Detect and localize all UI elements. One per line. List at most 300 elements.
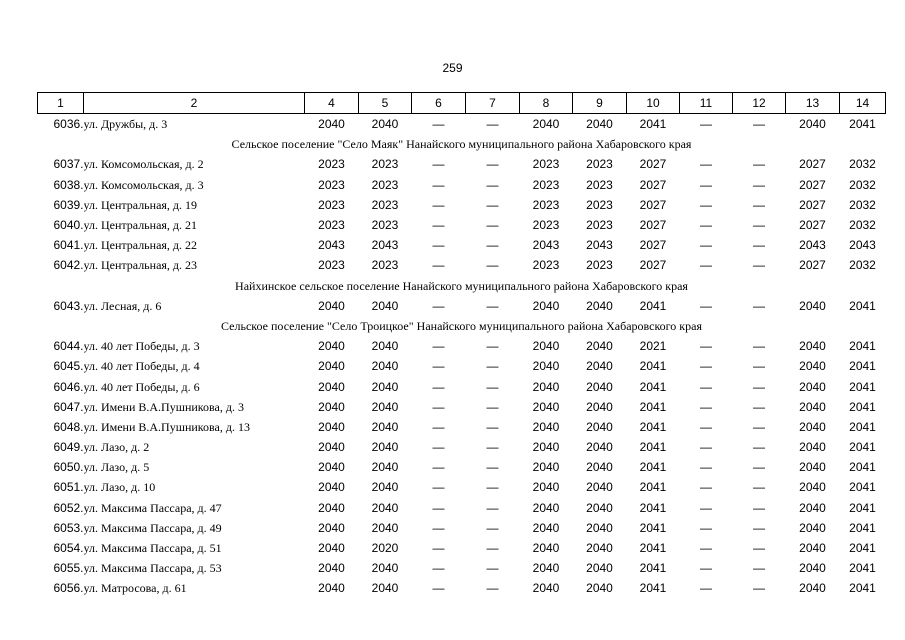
value-cell: 2040 bbox=[371, 500, 399, 515]
header-row bbox=[38, 93, 886, 114]
value-cell: — bbox=[486, 541, 499, 556]
value-cell: — bbox=[753, 238, 765, 253]
value-cell: — bbox=[432, 541, 445, 556]
value-cell: 2040 bbox=[586, 541, 613, 556]
value-cell: — bbox=[700, 399, 712, 414]
value-cell: — bbox=[432, 480, 445, 495]
value-cell: — bbox=[753, 480, 765, 495]
value-cell: 2041 bbox=[639, 541, 667, 556]
value-cell: 2040 bbox=[371, 339, 399, 354]
value-cell: 2027 bbox=[799, 218, 826, 233]
address-cell: ул. Имени В.А.Пушникова, д. 13 bbox=[83, 419, 250, 434]
value-cell: 2043 bbox=[586, 238, 613, 253]
row-number: 6053. bbox=[53, 520, 84, 535]
value-cell: 2041 bbox=[849, 541, 876, 556]
value-cell: 2040 bbox=[318, 480, 345, 495]
row-number: 6042. bbox=[53, 258, 84, 273]
table-row bbox=[38, 154, 886, 174]
value-cell: 2040 bbox=[371, 480, 399, 495]
value-cell: 2040 bbox=[371, 520, 399, 535]
row-number: 6045. bbox=[53, 359, 84, 374]
value-cell: 2040 bbox=[318, 500, 345, 515]
value-cell: — bbox=[432, 399, 445, 414]
value-cell: 2023 bbox=[318, 177, 345, 192]
value-cell: — bbox=[486, 460, 499, 475]
value-cell: 2040 bbox=[532, 500, 560, 515]
value-cell: — bbox=[700, 419, 712, 434]
value-cell: — bbox=[486, 419, 499, 434]
address-cell: ул. Максима Пассара, д. 53 bbox=[83, 561, 222, 576]
column-header: 4 bbox=[305, 93, 359, 114]
value-cell: 2040 bbox=[532, 339, 560, 354]
value-cell: 2040 bbox=[799, 440, 826, 455]
value-cell: 2023 bbox=[586, 258, 613, 273]
value-cell: 2040 bbox=[371, 561, 399, 576]
column-header: 11 bbox=[680, 93, 733, 114]
row-number: 6040. bbox=[53, 218, 84, 233]
value-cell: 2040 bbox=[586, 520, 613, 535]
value-cell: 2041 bbox=[639, 419, 667, 434]
column-header: 7 bbox=[466, 93, 520, 114]
housing-table bbox=[37, 92, 886, 599]
value-cell: 2043 bbox=[799, 238, 826, 253]
value-cell: — bbox=[486, 500, 499, 515]
value-cell: 2032 bbox=[849, 258, 876, 273]
value-cell: 2040 bbox=[799, 520, 826, 535]
section-row bbox=[38, 134, 886, 154]
address-cell: ул. Комсомольская, д. 2 bbox=[83, 157, 204, 172]
section-row bbox=[38, 276, 886, 296]
value-cell: 2041 bbox=[639, 480, 667, 495]
address-cell: ул. Максима Пассара, д. 49 bbox=[83, 520, 222, 535]
value-cell: — bbox=[700, 541, 712, 556]
value-cell: — bbox=[432, 581, 445, 596]
value-cell: 2027 bbox=[639, 258, 667, 273]
value-cell: — bbox=[700, 197, 712, 212]
address-cell: ул. Центральная, д. 23 bbox=[83, 258, 198, 273]
value-cell: 2040 bbox=[371, 460, 399, 475]
value-cell: — bbox=[753, 500, 765, 515]
table-row bbox=[38, 457, 886, 477]
value-cell: — bbox=[753, 177, 765, 192]
value-cell: — bbox=[700, 258, 712, 273]
value-cell: 2040 bbox=[586, 359, 613, 374]
value-cell: 2040 bbox=[318, 379, 345, 394]
value-cell: 2023 bbox=[586, 177, 613, 192]
value-cell: 2023 bbox=[318, 197, 345, 212]
value-cell: 2040 bbox=[799, 359, 826, 374]
value-cell: — bbox=[432, 561, 445, 576]
value-cell: — bbox=[432, 460, 445, 475]
address-cell: ул. 40 лет Победы, д. 6 bbox=[83, 379, 200, 394]
value-cell: 2041 bbox=[639, 298, 667, 313]
value-cell: — bbox=[486, 379, 499, 394]
value-cell: 2040 bbox=[586, 440, 613, 455]
value-cell: — bbox=[700, 460, 712, 475]
value-cell: 2027 bbox=[639, 238, 667, 253]
value-cell: 2023 bbox=[532, 157, 560, 172]
value-cell: 2040 bbox=[799, 581, 826, 596]
table-row bbox=[38, 498, 886, 518]
table-row bbox=[38, 114, 886, 135]
value-cell: 2023 bbox=[586, 157, 613, 172]
table-row bbox=[38, 175, 886, 195]
column-header: 13 bbox=[786, 93, 840, 114]
value-cell: 2041 bbox=[639, 399, 667, 414]
value-cell: — bbox=[486, 561, 499, 576]
table-row bbox=[38, 296, 886, 316]
address-cell: ул. Лазо, д. 2 bbox=[83, 440, 150, 455]
value-cell: — bbox=[486, 197, 499, 212]
value-cell: 2041 bbox=[849, 520, 876, 535]
table-row bbox=[38, 397, 886, 417]
value-cell: 2040 bbox=[318, 339, 345, 354]
value-cell: — bbox=[486, 399, 499, 414]
row-number: 6050. bbox=[53, 460, 84, 475]
value-cell: 2041 bbox=[639, 440, 667, 455]
value-cell: — bbox=[753, 117, 765, 132]
value-cell: — bbox=[700, 177, 712, 192]
row-number: 6044. bbox=[53, 339, 84, 354]
value-cell: — bbox=[486, 298, 499, 313]
value-cell: 2041 bbox=[849, 399, 876, 414]
table-row bbox=[38, 195, 886, 215]
value-cell: — bbox=[486, 480, 499, 495]
value-cell: — bbox=[432, 500, 445, 515]
row-number: 6051. bbox=[53, 480, 84, 495]
value-cell: 2023 bbox=[586, 218, 613, 233]
value-cell: 2040 bbox=[586, 500, 613, 515]
column-header: 14 bbox=[840, 93, 886, 114]
value-cell: 2041 bbox=[849, 460, 876, 475]
column-header: 9 bbox=[573, 93, 627, 114]
value-cell: 2032 bbox=[849, 177, 876, 192]
column-header: 5 bbox=[359, 93, 412, 114]
value-cell: 2041 bbox=[639, 520, 667, 535]
value-cell: 2041 bbox=[639, 460, 667, 475]
value-cell: — bbox=[753, 419, 765, 434]
value-cell: 2041 bbox=[849, 419, 876, 434]
page-number: 259 bbox=[442, 61, 463, 75]
value-cell: 2040 bbox=[586, 379, 613, 394]
value-cell: — bbox=[753, 399, 765, 414]
value-cell: 2040 bbox=[586, 480, 613, 495]
value-cell: — bbox=[700, 117, 712, 132]
value-cell: 2043 bbox=[849, 238, 876, 253]
address-cell: ул. Максима Пассара, д. 51 bbox=[83, 541, 222, 556]
value-cell: 2041 bbox=[639, 500, 667, 515]
value-cell: 2040 bbox=[586, 339, 613, 354]
value-cell: 2041 bbox=[639, 379, 667, 394]
value-cell: 2040 bbox=[318, 359, 345, 374]
section-title: Сельское поселение "Село Троицкое" Нанайского муниципального района Хабаровского края bbox=[221, 318, 702, 333]
value-cell: 2027 bbox=[639, 157, 667, 172]
table-row bbox=[38, 376, 886, 396]
value-cell: 2040 bbox=[532, 541, 560, 556]
value-cell: 2041 bbox=[639, 581, 667, 596]
table-row bbox=[38, 477, 886, 497]
row-number: 6043. bbox=[53, 298, 84, 313]
value-cell: 2040 bbox=[371, 581, 399, 596]
value-cell: — bbox=[700, 298, 712, 313]
value-cell: — bbox=[700, 379, 712, 394]
column-header: 1 bbox=[38, 93, 84, 114]
table-row bbox=[38, 538, 886, 558]
value-cell: — bbox=[432, 339, 445, 354]
value-cell: 2040 bbox=[532, 460, 560, 475]
column-header: 6 bbox=[412, 93, 466, 114]
table-row bbox=[38, 255, 886, 275]
value-cell: — bbox=[700, 500, 712, 515]
row-number: 6048. bbox=[53, 419, 84, 434]
value-cell: 2040 bbox=[318, 117, 345, 132]
value-cell: 2040 bbox=[318, 399, 345, 414]
value-cell: — bbox=[486, 339, 499, 354]
value-cell: 2040 bbox=[799, 561, 826, 576]
value-cell: 2041 bbox=[639, 359, 667, 374]
value-cell: 2041 bbox=[639, 561, 667, 576]
table-row bbox=[38, 417, 886, 437]
value-cell: 2027 bbox=[639, 218, 667, 233]
value-cell: 2023 bbox=[318, 218, 345, 233]
value-cell: — bbox=[432, 177, 445, 192]
value-cell: — bbox=[432, 359, 445, 374]
value-cell: 2040 bbox=[318, 460, 345, 475]
row-number: 6055. bbox=[53, 561, 84, 576]
row-number: 6036. bbox=[53, 117, 84, 132]
value-cell: 2040 bbox=[586, 561, 613, 576]
value-cell: 2041 bbox=[639, 117, 667, 132]
value-cell: 2040 bbox=[799, 117, 826, 132]
value-cell: — bbox=[432, 379, 445, 394]
value-cell: — bbox=[753, 379, 765, 394]
value-cell: 2021 bbox=[639, 339, 667, 354]
address-cell: ул. 40 лет Победы, д. 4 bbox=[83, 359, 200, 374]
value-cell: — bbox=[486, 218, 499, 233]
value-cell: — bbox=[700, 359, 712, 374]
value-cell: 2040 bbox=[318, 520, 345, 535]
value-cell: 2040 bbox=[799, 480, 826, 495]
value-cell: — bbox=[432, 258, 445, 273]
value-cell: — bbox=[753, 218, 765, 233]
value-cell: 2040 bbox=[799, 460, 826, 475]
value-cell: — bbox=[700, 238, 712, 253]
value-cell: 2041 bbox=[849, 298, 876, 313]
value-cell: — bbox=[432, 419, 445, 434]
value-cell: 2041 bbox=[849, 480, 876, 495]
value-cell: — bbox=[700, 440, 712, 455]
value-cell: 2040 bbox=[318, 419, 345, 434]
value-cell: 2040 bbox=[371, 359, 399, 374]
value-cell: 2040 bbox=[532, 419, 560, 434]
value-cell: 2040 bbox=[586, 399, 613, 414]
value-cell: — bbox=[753, 298, 765, 313]
row-number: 6037. bbox=[53, 157, 84, 172]
value-cell: 2032 bbox=[849, 218, 876, 233]
table-row bbox=[38, 235, 886, 255]
value-cell: 2023 bbox=[371, 218, 399, 233]
value-cell: 2040 bbox=[586, 419, 613, 434]
value-cell: 2020 bbox=[371, 541, 399, 556]
value-cell: — bbox=[486, 157, 499, 172]
column-header: 10 bbox=[627, 93, 680, 114]
value-cell: 2032 bbox=[849, 157, 876, 172]
value-cell: 2040 bbox=[371, 117, 399, 132]
value-cell: 2027 bbox=[639, 197, 667, 212]
address-cell: ул. Имени В.А.Пушникова, д. 3 bbox=[83, 399, 244, 414]
value-cell: 2040 bbox=[318, 561, 345, 576]
address-cell: ул. Комсомольская, д. 3 bbox=[83, 177, 204, 192]
value-cell: 2041 bbox=[849, 500, 876, 515]
address-cell: ул. Лазо, д. 10 bbox=[83, 480, 156, 495]
value-cell: 2040 bbox=[532, 117, 560, 132]
table-body bbox=[38, 93, 886, 599]
value-cell: — bbox=[486, 258, 499, 273]
value-cell: 2023 bbox=[532, 177, 560, 192]
value-cell: — bbox=[486, 440, 499, 455]
value-cell: 2023 bbox=[532, 258, 560, 273]
value-cell: 2023 bbox=[532, 218, 560, 233]
value-cell: — bbox=[753, 258, 765, 273]
row-number: 6047. bbox=[53, 399, 84, 414]
value-cell: — bbox=[432, 440, 445, 455]
value-cell: 2043 bbox=[318, 238, 345, 253]
address-cell: ул. 40 лет Победы, д. 3 bbox=[83, 339, 200, 354]
value-cell: 2023 bbox=[371, 177, 399, 192]
value-cell: 2040 bbox=[532, 379, 560, 394]
value-cell: — bbox=[432, 218, 445, 233]
address-cell: ул. Максима Пассара, д. 47 bbox=[83, 500, 222, 515]
value-cell: — bbox=[432, 157, 445, 172]
row-number: 6056. bbox=[53, 581, 84, 596]
value-cell: 2040 bbox=[532, 581, 560, 596]
value-cell: 2040 bbox=[799, 419, 826, 434]
value-cell: 2040 bbox=[586, 460, 613, 475]
value-cell: — bbox=[486, 177, 499, 192]
value-cell: — bbox=[753, 339, 765, 354]
value-cell: — bbox=[432, 520, 445, 535]
value-cell: 2043 bbox=[371, 238, 399, 253]
value-cell: 2023 bbox=[318, 157, 345, 172]
value-cell: 2040 bbox=[318, 298, 345, 313]
value-cell: — bbox=[486, 238, 499, 253]
value-cell: 2023 bbox=[532, 197, 560, 212]
address-cell: ул. Центральная, д. 19 bbox=[83, 197, 198, 212]
value-cell: 2040 bbox=[371, 399, 399, 414]
value-cell: 2040 bbox=[318, 440, 345, 455]
row-number: 6046. bbox=[53, 379, 84, 394]
value-cell: 2040 bbox=[799, 339, 826, 354]
value-cell: — bbox=[432, 197, 445, 212]
value-cell: 2041 bbox=[849, 359, 876, 374]
value-cell: 2040 bbox=[799, 500, 826, 515]
table-row bbox=[38, 215, 886, 235]
value-cell: 2040 bbox=[799, 379, 826, 394]
value-cell: — bbox=[753, 520, 765, 535]
value-cell: — bbox=[432, 298, 445, 313]
value-cell: 2040 bbox=[371, 379, 399, 394]
value-cell: 2040 bbox=[532, 298, 560, 313]
value-cell: 2040 bbox=[586, 581, 613, 596]
value-cell: — bbox=[753, 561, 765, 576]
value-cell: 2023 bbox=[371, 157, 399, 172]
value-cell: 2027 bbox=[799, 258, 826, 273]
value-cell: 2040 bbox=[799, 399, 826, 414]
section-title: Сельское поселение "Село Маяк" Нанайского муниципального района Хабаровского края bbox=[231, 137, 692, 152]
table-row bbox=[38, 437, 886, 457]
value-cell: 2040 bbox=[371, 440, 399, 455]
value-cell: — bbox=[432, 117, 445, 132]
column-header: 8 bbox=[520, 93, 573, 114]
value-cell: — bbox=[486, 581, 499, 596]
address-cell: ул. Матросова, д. 61 bbox=[83, 581, 187, 596]
value-cell: 2040 bbox=[532, 440, 560, 455]
value-cell: 2027 bbox=[799, 197, 826, 212]
value-cell: — bbox=[486, 117, 499, 132]
value-cell: 2040 bbox=[532, 520, 560, 535]
value-cell: — bbox=[432, 238, 445, 253]
value-cell: 2040 bbox=[799, 541, 826, 556]
value-cell: — bbox=[700, 480, 712, 495]
value-cell: 2040 bbox=[799, 298, 826, 313]
value-cell: — bbox=[486, 520, 499, 535]
section-title: Найхинское сельское поселение Нанайского муниципального района Хабаровского края bbox=[235, 278, 688, 293]
value-cell: 2040 bbox=[371, 298, 399, 313]
value-cell: 2040 bbox=[318, 581, 345, 596]
value-cell: — bbox=[700, 339, 712, 354]
value-cell: 2023 bbox=[371, 258, 399, 273]
value-cell: 2027 bbox=[799, 157, 826, 172]
address-cell: ул. Центральная, д. 21 bbox=[83, 218, 198, 233]
value-cell: 2040 bbox=[532, 399, 560, 414]
value-cell: — bbox=[700, 520, 712, 535]
value-cell: 2041 bbox=[849, 117, 876, 132]
value-cell: 2041 bbox=[849, 339, 876, 354]
value-cell: 2043 bbox=[532, 238, 560, 253]
value-cell: — bbox=[753, 541, 765, 556]
row-number: 6052. bbox=[53, 500, 84, 515]
row-number: 6054. bbox=[53, 541, 84, 556]
value-cell: — bbox=[753, 460, 765, 475]
value-cell: — bbox=[700, 581, 712, 596]
value-cell: 2041 bbox=[849, 561, 876, 576]
value-cell: 2040 bbox=[532, 561, 560, 576]
value-cell: — bbox=[700, 218, 712, 233]
row-number: 6039. bbox=[53, 197, 84, 212]
value-cell: — bbox=[753, 157, 765, 172]
value-cell: 2040 bbox=[532, 480, 560, 495]
row-number: 6049. bbox=[53, 440, 84, 455]
table-row bbox=[38, 336, 886, 356]
address-cell: ул. Лазо, д. 5 bbox=[83, 460, 150, 475]
value-cell: 2040 bbox=[318, 541, 345, 556]
value-cell: 2041 bbox=[849, 379, 876, 394]
value-cell: — bbox=[753, 197, 765, 212]
value-cell: 2040 bbox=[371, 419, 399, 434]
value-cell: 2023 bbox=[318, 258, 345, 273]
value-cell: 2023 bbox=[586, 197, 613, 212]
value-cell: 2032 bbox=[849, 197, 876, 212]
value-cell: 2040 bbox=[586, 298, 613, 313]
value-cell: 2023 bbox=[371, 197, 399, 212]
table-row bbox=[38, 578, 886, 598]
value-cell: 2027 bbox=[639, 177, 667, 192]
column-header: 12 bbox=[733, 93, 786, 114]
value-cell: — bbox=[753, 359, 765, 374]
value-cell: — bbox=[753, 440, 765, 455]
table-row bbox=[38, 518, 886, 538]
section-row bbox=[38, 316, 886, 336]
